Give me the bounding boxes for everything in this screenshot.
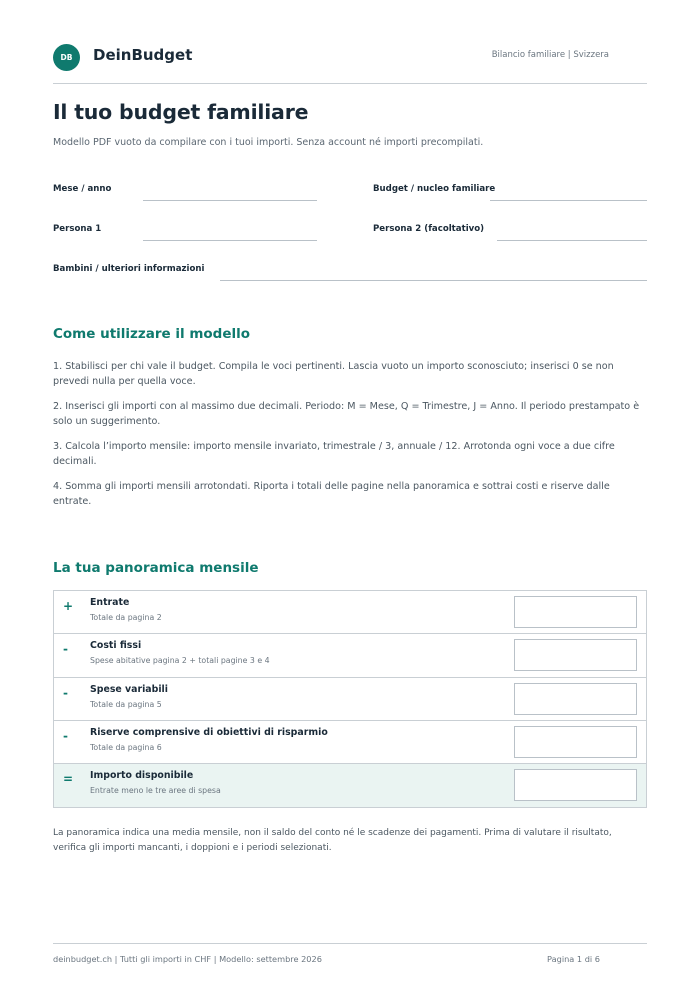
children-label: Bambini / ulteriori informazioni — [53, 264, 205, 274]
person2-field[interactable] — [497, 240, 647, 241]
footer-info: deinbudget.ch | Tutti gli importi in CHF | Modello: settembre 2026 — [53, 954, 322, 964]
row-title: Riserve comprensive di obiettivi di risparmio — [90, 726, 328, 738]
plus-sign: + — [63, 599, 74, 613]
person2-label: Persona 2 (facoltativo) — [373, 224, 485, 234]
overview-row-fixed-costs — [54, 634, 646, 677]
brand-name: DeinBudget — [93, 46, 193, 64]
row-title: Spese variabili — [90, 683, 168, 695]
header-tagline: Bilancio familiare | Svizzera — [491, 50, 609, 60]
income-amount-field[interactable] — [514, 596, 637, 628]
row-subtitle: Totale da pagina 6 — [90, 742, 162, 752]
overview-row-reserves — [54, 721, 646, 764]
instructions-title: Come utilizzare il modello — [53, 326, 251, 342]
logo: DB — [53, 44, 80, 71]
overview-row-income — [54, 591, 646, 634]
page-title: Il tuo budget familiare — [53, 100, 309, 124]
person1-label: Persona 1 — [53, 224, 102, 234]
month-year-label: Mese / anno — [53, 184, 112, 194]
instruction-item: 1. Stabilisci per chi vale il budget. Compila le voci pertinenti. Lascia vuoto un importo sconosciuto; inserisci 0 se non prevedi nulla per quella voce. — [53, 361, 614, 387]
instruction-item: 4. Somma gli importi mensili arrotondati. Riporta i totali delle pagine nella panoramica e sottrai costi e riserve dalle entrate. — [53, 481, 610, 507]
reserves-amount-field[interactable] — [514, 726, 637, 758]
person1-field[interactable] — [143, 240, 317, 241]
minus-sign: - — [63, 728, 68, 743]
instruction-item: 3. Calcola l’importo mensile: importo mensile invariato, trimestrale / 3, annuale / 12. Arrotonda ogni voce a due cifre decimali. — [53, 441, 615, 467]
page-header — [53, 42, 647, 84]
row-subtitle: Entrate meno le tre aree di spesa — [90, 786, 221, 796]
instruction-item: 2. Inserisci gli importi con al massimo due decimali. Periodo: M = Mese, Q = Trimestre, J = Anno. Il periodo prestampato è solo un suggerimento. — [53, 401, 640, 427]
fixed-costs-amount-field[interactable] — [514, 639, 637, 671]
overview-table — [53, 590, 647, 808]
row-title: Entrate — [90, 597, 130, 608]
equals-sign: = — [63, 772, 74, 787]
page-number: Pagina 1 di 6 — [547, 954, 600, 964]
row-title: Importo disponibile — [90, 770, 194, 782]
overview-title: La tua panoramica mensile — [53, 560, 259, 576]
row-subtitle: Totale da pagina 2 — [90, 613, 162, 622]
row-subtitle: Spese abitative pagina 2 + totali pagine 3 e 4 — [90, 656, 270, 666]
overview-note: La panoramica indica una media mensile, non il saldo del conto né le scadenze dei pagamenti. Prima di valutare il risultato, verifica gli importi mancanti, i doppioni e i periodi selezionati. — [53, 828, 612, 853]
children-field[interactable] — [220, 280, 647, 281]
minus-sign: - — [63, 685, 68, 700]
overview-row-available — [54, 764, 646, 807]
row-title: Costi fissi — [90, 640, 142, 652]
overview-row-variable-expenses — [54, 678, 646, 721]
page-subtitle: Modello PDF vuoto da compilare con i tuoi importi. Senza account né importi precompilati. — [53, 137, 484, 148]
row-subtitle: Totale da pagina 5 — [90, 699, 162, 709]
available-amount-field[interactable] — [514, 769, 637, 801]
household-field[interactable] — [490, 200, 647, 201]
page-footer — [53, 943, 647, 964]
month-year-field[interactable] — [143, 200, 317, 201]
minus-sign: - — [63, 642, 68, 657]
variable-expenses-amount-field[interactable] — [514, 683, 637, 715]
household-label: Budget / nucleo familiare — [373, 184, 496, 194]
